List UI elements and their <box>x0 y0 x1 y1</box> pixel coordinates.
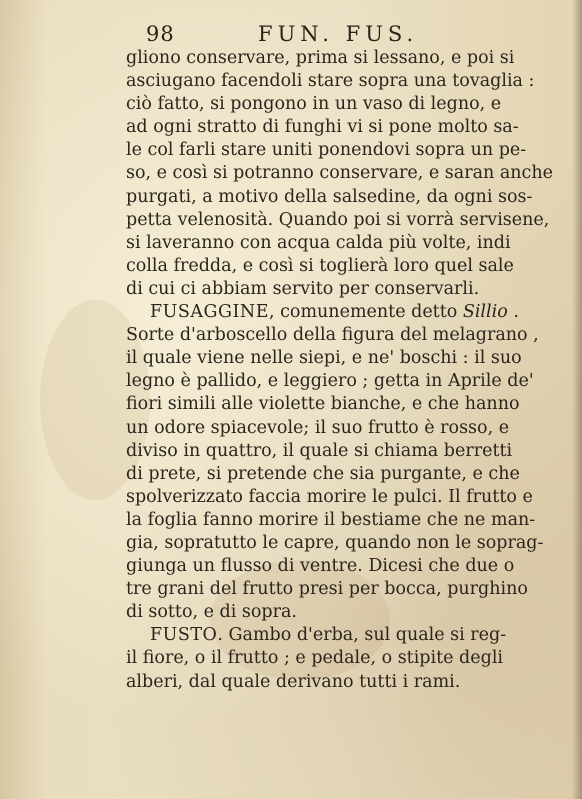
text-line: legno è pallido, e leggiero ; getta in Aprile de' <box>126 371 534 392</box>
text-line: di cui ci abbiam servito per conservarli. <box>126 278 480 299</box>
entry-intro: , comunemente detto <box>268 302 463 323</box>
text-line: purgati, a motivo della salsedine, da ogni sos- <box>126 186 533 207</box>
entry-headword: FUSTO <box>150 625 218 646</box>
text-line: ad ogni stratto di funghi vi si pone molto sa- <box>126 117 519 138</box>
text-line: giunga un flusso di ventre. Dicesi che due o <box>126 556 515 577</box>
entry-intro-end: . <box>507 302 519 323</box>
text-line: il quale viene nelle siepi, e ne' boschi : il suo <box>126 348 522 369</box>
text-line: so, e così si potranno conservare, e saran anche <box>126 163 553 184</box>
entry-first-line: . Gambo d'erba, sul quale si reg- <box>217 625 507 646</box>
page-edge-shadow <box>572 0 582 799</box>
page-header <box>146 22 566 48</box>
text-line: si laveranno con acqua calda più volte, indi <box>126 232 511 253</box>
text-line: colla fredda, e così si toglierà loro quel sale <box>126 255 514 276</box>
text-line: la foglia fanno morire il bestiame che ne man- <box>126 509 536 530</box>
text-line: gliono conservare, prima si lessano, e poi si <box>126 48 515 68</box>
entry-fusto-heading <box>126 624 578 647</box>
body-text <box>126 47 578 694</box>
text-line: tre grani del frutto presi per bocca, purghino <box>126 579 528 600</box>
text-line: il fiore, o il frutto ; e pedale, o stipite degli <box>126 648 504 669</box>
text-line: un odore spiacevole; il suo frutto è rosso, e <box>126 417 510 438</box>
running-head: FUN. FUS. <box>258 22 419 46</box>
text-line: spolverizzato faccia morire le pulci. Il frutto e <box>126 486 533 507</box>
text-line: di sotto, e di sopra. <box>126 602 297 623</box>
text-line: Sorte d'arboscello della figura del melagrano , <box>126 325 539 346</box>
text-line: ciò fatto, si pongono in un vaso di legno, e <box>126 94 502 115</box>
text-line: le col farli stare uniti ponendovi sopra un pe- <box>126 140 527 161</box>
entry-italic-name: Sillio <box>462 302 508 323</box>
entry-headword: FUSAGGINE <box>150 302 269 323</box>
page-number: 98 <box>146 22 175 46</box>
text-line: alberi, dal quale derivano tutti i rami. <box>126 671 461 692</box>
text-line: petta velenosità. Quando poi si vorrà servisene, <box>126 209 550 230</box>
text-line: diviso in quattro, il quale si chiama berretti <box>126 440 513 461</box>
text-line: di prete, si pretende che sia purgante, e che <box>126 463 520 484</box>
text-line: fiori simili alle violette bianche, e che hanno <box>126 394 520 415</box>
text-line: gia, sopratutto le capre, quando non le soprag- <box>126 532 544 553</box>
text-line: asciugano facendoli stare sopra una tovaglia : <box>126 71 535 92</box>
entry-fusaggine-heading <box>126 301 578 324</box>
